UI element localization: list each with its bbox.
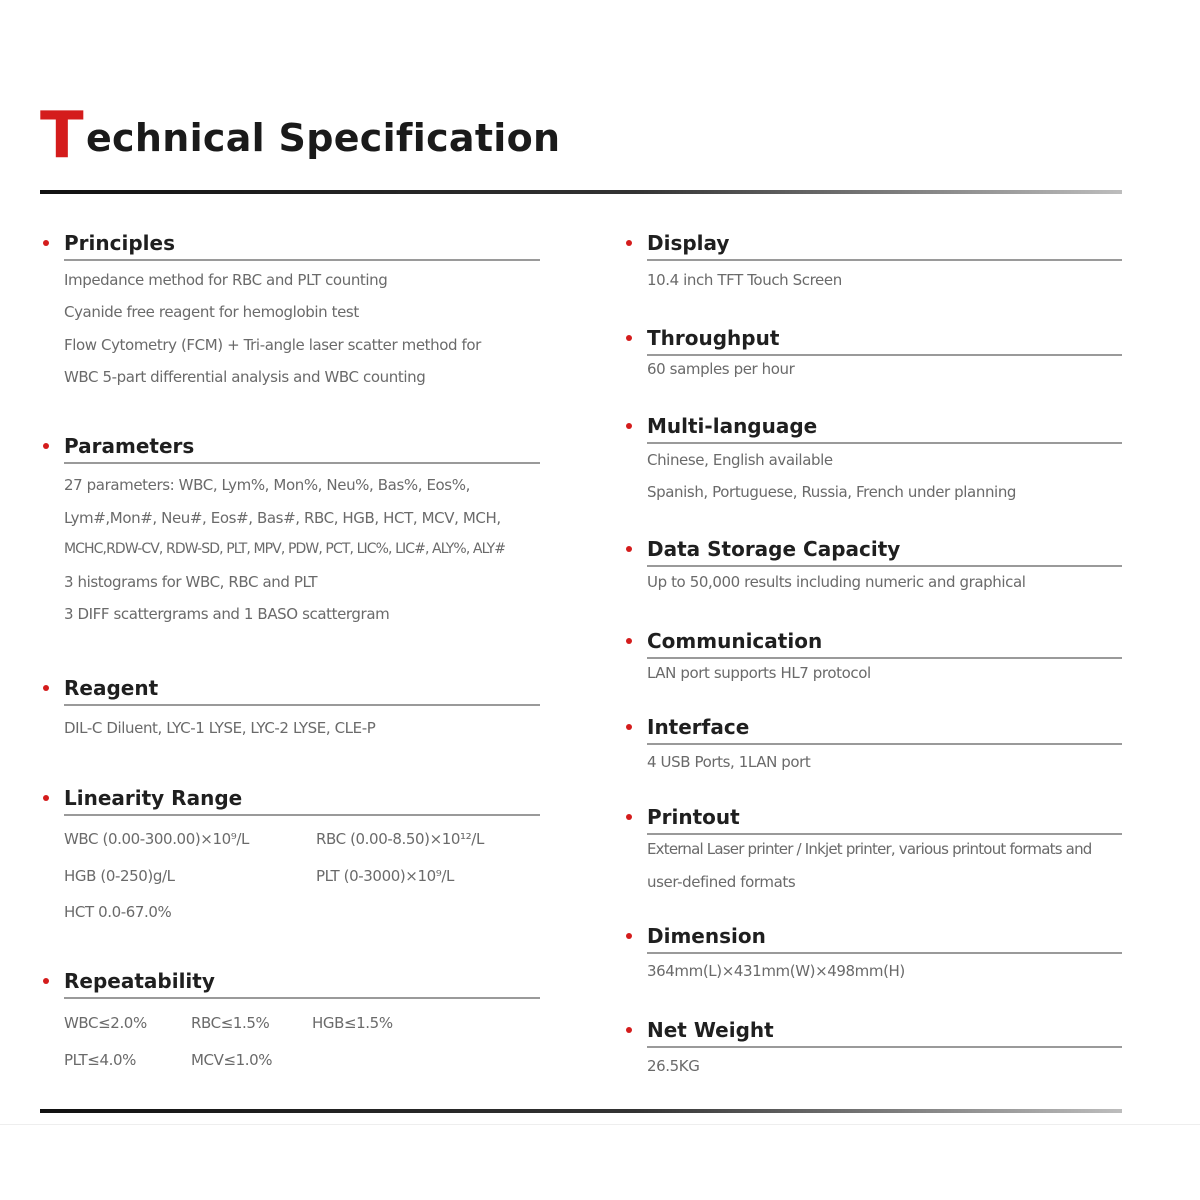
section-heading: Principles (64, 231, 175, 255)
section-heading: Display (647, 231, 730, 255)
linearity-hgb: HGB (0-250)g/L (64, 867, 175, 885)
section-rule (647, 354, 1122, 356)
title-divider (40, 190, 1122, 194)
parameters-line: 3 DIFF scattergrams and 1 BASO scattergram (64, 605, 390, 623)
multilanguage-line: Chinese, English available (647, 451, 833, 469)
section-heading: Net Weight (647, 1018, 774, 1042)
section-heading: Data Storage Capacity (647, 537, 901, 561)
section-rule (647, 442, 1122, 444)
section-heading: Printout (647, 805, 740, 829)
weight-line: 26.5KG (647, 1057, 700, 1075)
parameters-line: MCHC,RDW-CV, RDW-SD, PLT, MPV, PDW, PCT, LIC%, LIC#, ALY%, ALY# (64, 541, 506, 557)
principles-line: Impedance method for RBC and PLT counting (64, 271, 388, 289)
bullet-icon (626, 933, 632, 939)
throughput-line: 60 samples per hour (647, 360, 795, 378)
repeatability-plt: PLT≤4.0% (64, 1051, 136, 1069)
linearity-hct: HCT 0.0-67.0% (64, 903, 172, 921)
section-rule (647, 952, 1122, 954)
footer-line (0, 1124, 1200, 1125)
repeatability-wbc: WBC≤2.0% (64, 1014, 147, 1032)
section-rule (647, 833, 1122, 835)
section-heading: Linearity Range (64, 786, 243, 810)
section-rule (647, 565, 1122, 567)
section-heading: Reagent (64, 676, 159, 700)
parameters-line: 27 parameters: WBC, Lym%, Mon%, Neu%, Bas%, Eos%, (64, 476, 470, 494)
interface-line: 4 USB Ports, 1LAN port (647, 753, 811, 771)
linearity-rbc: RBC (0.00-8.50)×10¹²/L (316, 830, 484, 848)
page-title (40, 99, 561, 173)
display-line: 10.4 inch TFT Touch Screen (647, 271, 842, 289)
principles-line: Cyanide free reagent for hemoglobin test (64, 303, 359, 321)
multilanguage-line: Spanish, Portuguese, Russia, French under planning (647, 483, 1017, 501)
section-rule (64, 259, 540, 261)
bullet-icon (43, 443, 49, 449)
reagent-line: DIL-C Diluent, LYC-1 LYSE, LYC-2 LYSE, CLE-P (64, 719, 376, 737)
title-initial: T (40, 99, 84, 173)
section-rule (64, 814, 540, 816)
communication-line: LAN port supports HL7 protocol (647, 664, 871, 682)
section-heading: Parameters (64, 434, 195, 458)
section-rule (64, 997, 540, 999)
bullet-icon (626, 240, 632, 246)
section-rule (647, 743, 1122, 745)
principles-line: WBC 5-part differential analysis and WBC counting (64, 368, 426, 386)
section-heading: Multi-language (647, 414, 818, 438)
bullet-icon (626, 1027, 632, 1033)
parameters-line: Lym#,Mon#, Neu#, Eos#, Bas#, RBC, HGB, HCT, MCV, MCH, (64, 509, 501, 527)
storage-line: Up to 50,000 results including numeric and graphical (647, 573, 1026, 591)
section-rule (647, 1046, 1122, 1048)
bullet-icon (626, 335, 632, 341)
dimension-line: 364mm(L)×431mm(W)×498mm(H) (647, 962, 905, 980)
repeatability-hgb: HGB≤1.5% (312, 1014, 393, 1032)
section-heading: Interface (647, 715, 750, 739)
section-rule (647, 259, 1122, 261)
bullet-icon (626, 814, 632, 820)
section-heading: Throughput (647, 326, 780, 350)
bullet-icon (43, 795, 49, 801)
principles-line: Flow Cytometry (FCM) + Tri-angle laser scatter method for (64, 336, 481, 354)
bullet-icon (626, 423, 632, 429)
printout-line: External Laser printer / Inkjet printer, various printout formats and (647, 840, 1092, 858)
section-heading: Dimension (647, 924, 766, 948)
bottom-divider (40, 1109, 1122, 1113)
linearity-plt: PLT (0-3000)×10⁹/L (316, 867, 454, 885)
linearity-wbc: WBC (0.00-300.00)×10⁹/L (64, 830, 249, 848)
bullet-icon (626, 546, 632, 552)
section-rule (64, 462, 540, 464)
bullet-icon (626, 724, 632, 730)
bullet-icon (43, 685, 49, 691)
section-heading: Repeatability (64, 969, 215, 993)
bullet-icon (626, 638, 632, 644)
section-rule (647, 657, 1122, 659)
parameters-line: 3 histograms for WBC, RBC and PLT (64, 573, 318, 591)
repeatability-rbc: RBC≤1.5% (191, 1014, 270, 1032)
repeatability-mcv: MCV≤1.0% (191, 1051, 273, 1069)
section-rule (64, 704, 540, 706)
bullet-icon (43, 978, 49, 984)
title-rest: echnical Specification (85, 116, 561, 160)
printout-line: user-defined formats (647, 873, 796, 891)
section-heading: Communication (647, 629, 823, 653)
bullet-icon (43, 240, 49, 246)
